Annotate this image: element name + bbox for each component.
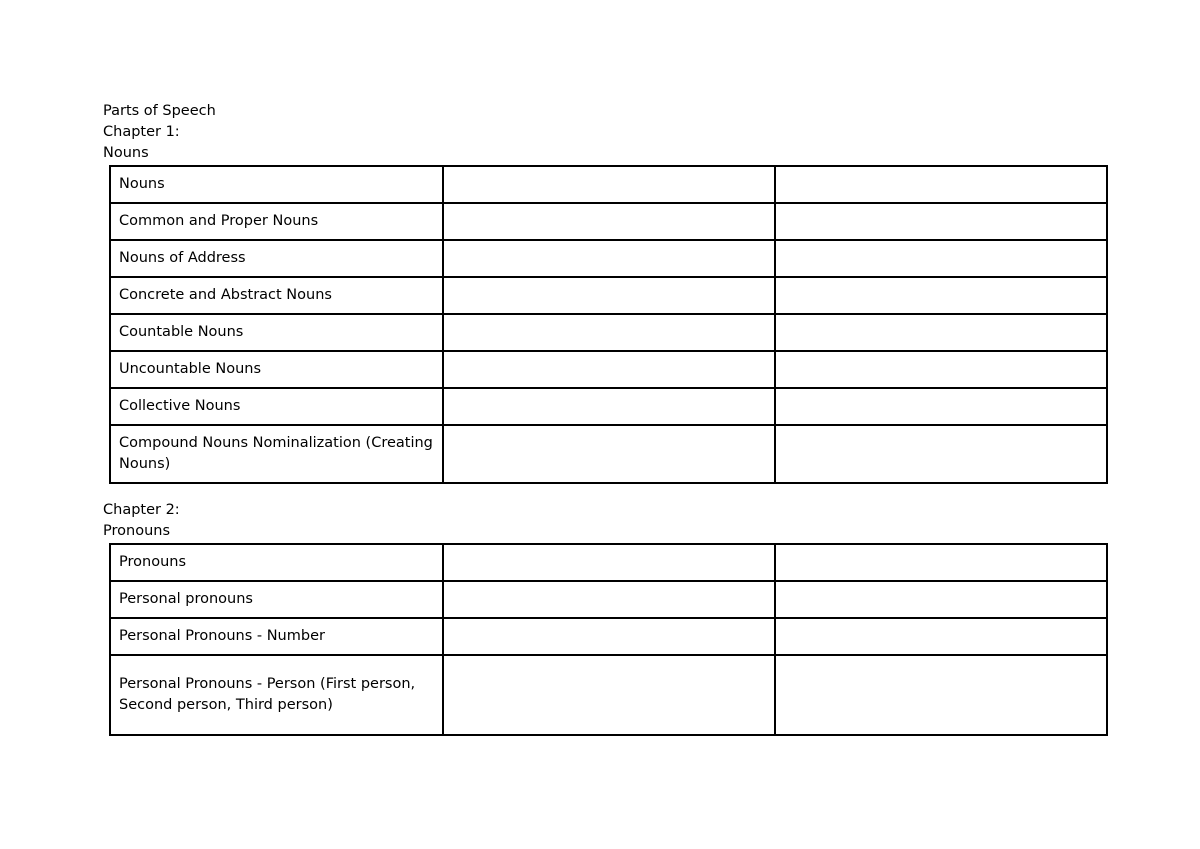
notes-cell[interactable] [443, 314, 775, 351]
notes-cell[interactable] [775, 655, 1107, 735]
notes-cell[interactable] [443, 655, 775, 735]
table-row [110, 203, 1107, 240]
chapter-label: Chapter 1: [103, 124, 180, 140]
notes-cell[interactable] [775, 618, 1107, 655]
chapter-name: Nouns [103, 145, 149, 161]
term-cell: Nouns of Address [110, 240, 443, 277]
term-cell-indented: Personal Pronouns - Number [110, 618, 443, 655]
notes-cell[interactable] [775, 351, 1107, 388]
notes-cell[interactable] [775, 388, 1107, 425]
notes-cell[interactable] [775, 277, 1107, 314]
table-row [110, 314, 1107, 351]
term-cell-indented: Personal Pronouns - Person (First person, Second person, Third person) [110, 655, 443, 735]
notes-cell[interactable] [775, 166, 1107, 203]
table-row [110, 277, 1107, 314]
table-row [110, 544, 1107, 581]
nouns-table [109, 165, 1108, 484]
table-row [110, 240, 1107, 277]
term-cell: Common and Proper Nouns [110, 203, 443, 240]
document-title: Parts of Speech [103, 103, 216, 119]
term-cell: Pronouns [110, 544, 443, 581]
notes-cell[interactable] [775, 240, 1107, 277]
term-cell: Uncountable Nouns [110, 351, 443, 388]
notes-cell[interactable] [443, 388, 775, 425]
notes-cell[interactable] [443, 581, 775, 618]
chapter-name: Pronouns [103, 523, 170, 539]
table-row [110, 351, 1107, 388]
term-cell: Personal pronouns [110, 581, 443, 618]
table-row [110, 618, 1107, 655]
notes-cell[interactable] [443, 240, 775, 277]
chapter-label: Chapter 2: [103, 502, 180, 518]
table-row [110, 388, 1107, 425]
notes-cell[interactable] [443, 277, 775, 314]
notes-cell[interactable] [443, 203, 775, 240]
notes-cell[interactable] [775, 544, 1107, 581]
notes-cell[interactable] [775, 425, 1107, 483]
table-row [110, 655, 1107, 735]
term-cell: Concrete and Abstract Nouns [110, 277, 443, 314]
pronouns-table [109, 543, 1108, 736]
term-cell: Countable Nouns [110, 314, 443, 351]
table-row [110, 166, 1107, 203]
notes-cell[interactable] [443, 544, 775, 581]
notes-cell[interactable] [443, 351, 775, 388]
table-row [110, 425, 1107, 483]
notes-cell[interactable] [443, 618, 775, 655]
notes-cell[interactable] [775, 203, 1107, 240]
table-row [110, 581, 1107, 618]
notes-cell[interactable] [775, 314, 1107, 351]
term-cell: Nouns [110, 166, 443, 203]
chapter-1-heading [103, 101, 216, 164]
notes-cell[interactable] [443, 425, 775, 483]
term-cell: Compound Nouns Nominalization (Creating Nouns) [110, 425, 443, 483]
chapter-2-heading [103, 500, 180, 542]
term-cell: Collective Nouns [110, 388, 443, 425]
notes-cell[interactable] [775, 581, 1107, 618]
notes-cell[interactable] [443, 166, 775, 203]
